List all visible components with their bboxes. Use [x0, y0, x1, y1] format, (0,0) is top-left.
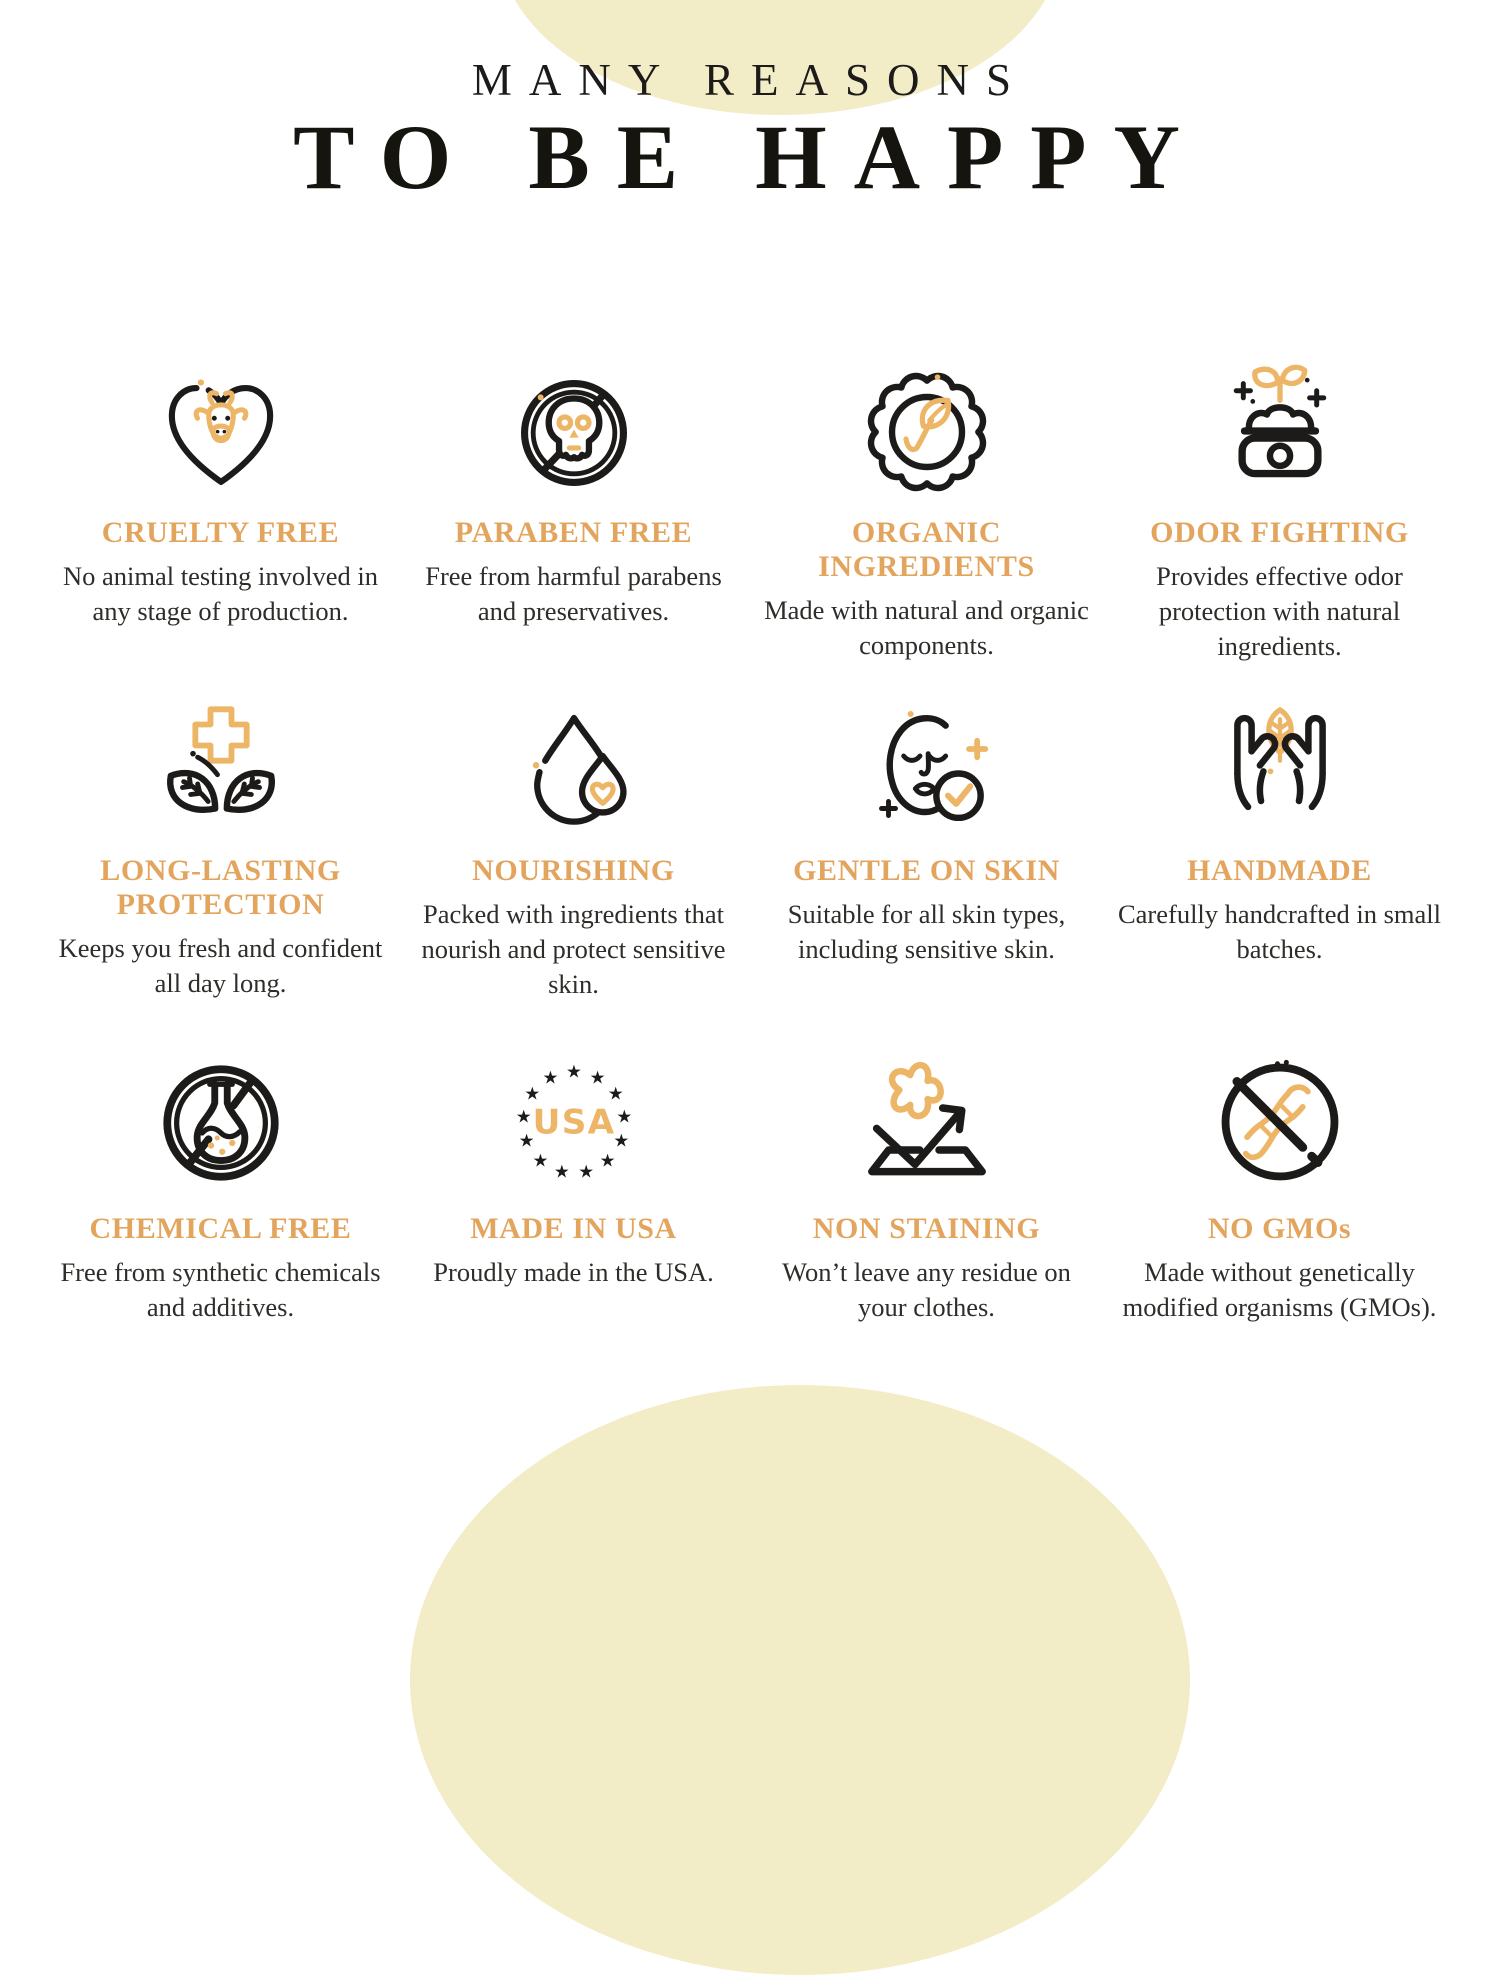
feature-description: Made with natural and organic components.: [764, 595, 1089, 661]
droplets-heart-icon: [405, 690, 742, 840]
feature-description: Packed with ingredients that nourish and protect sensitive skin.: [421, 899, 726, 1000]
svg-text:★: ★: [515, 1107, 532, 1128]
svg-text:★: ★: [565, 1062, 582, 1083]
usa-label: USA: [532, 1102, 615, 1143]
page-title: TO BE HAPPY: [293, 106, 1207, 208]
feature-title: CHEMICAL FREE: [89, 1212, 352, 1245]
feature-title: NO GMOs: [1207, 1212, 1352, 1245]
hands-leaf-icon: [1111, 690, 1448, 840]
feature-description: Suitable for all skin types, including sensitive skin.: [787, 899, 1066, 965]
svg-text:★: ★: [615, 1107, 632, 1128]
feature-description: Free from harmful parabens and preservatives.: [425, 561, 722, 627]
svg-text:★: ★: [612, 1131, 629, 1152]
feature-description: No animal testing involved in any stage of production.: [62, 561, 378, 627]
face-check-icon: [758, 690, 1095, 840]
feature-description: Won’t leave any residue on your clothes.: [782, 1257, 1071, 1323]
feature-description: Free from synthetic chemicals and additives.: [60, 1257, 381, 1323]
feature-card: [1107, 1048, 1452, 1325]
feature-title: ODOR FIGHTING: [1150, 516, 1409, 549]
stain-arrow-icon: [758, 1048, 1095, 1198]
feature-title: MADE IN USA: [470, 1212, 677, 1245]
feature-description: Keeps you fresh and confident all day long.: [58, 933, 383, 999]
feature-card: [401, 352, 746, 690]
feature-description: Provides effective odor protection with natural ingredients.: [1156, 561, 1403, 662]
feature-card: [1107, 690, 1452, 1048]
cross-leaves-icon: [52, 690, 389, 840]
svg-text:★: ★: [599, 1151, 616, 1172]
feature-title: GENTLE ON SKIN: [793, 854, 1060, 887]
no-gmo-icon: [1111, 1048, 1448, 1198]
usa-stars-icon: [405, 1048, 742, 1198]
feature-description: Proudly made in the USA.: [433, 1257, 714, 1288]
feature-card: [48, 690, 393, 1048]
feature-card: [754, 1048, 1099, 1325]
feature-title: ORGANIC INGREDIENTS: [818, 516, 1035, 584]
feature-card: [48, 352, 393, 690]
no-skull-icon: [405, 352, 742, 502]
feature-card: [1107, 352, 1452, 690]
feature-title: CRUELTY FREE: [101, 516, 340, 549]
cruelty-free-icon: [52, 352, 389, 502]
svg-text:★: ★: [541, 1068, 558, 1089]
feature-card: [48, 1048, 393, 1325]
feature-description: Made without genetically modified organisms (GMOs).: [1122, 1257, 1437, 1323]
feature-card: [401, 1048, 746, 1325]
feature-card: [401, 690, 746, 1048]
feature-card: [754, 690, 1099, 1048]
feature-card: [754, 352, 1099, 690]
no-flask-icon: [52, 1048, 389, 1198]
svg-text:★: ★: [553, 1162, 570, 1183]
organic-badge-icon: [758, 352, 1095, 502]
svg-text:★: ★: [523, 1084, 540, 1105]
feature-description: Carefully handcrafted in small batches.: [1117, 899, 1442, 965]
feature-title: LONG-LASTING PROTECTION: [100, 854, 341, 922]
feature-title: NON STAINING: [812, 1212, 1041, 1245]
feature-grid: [48, 352, 1452, 1325]
header-kicker: MANY REASONS: [471, 55, 1029, 105]
svg-text:★: ★: [518, 1131, 535, 1152]
feature-title: PARABEN FREE: [454, 516, 693, 549]
svg-text:★: ★: [607, 1084, 624, 1105]
svg-text:★: ★: [589, 1068, 606, 1089]
svg-text:★: ★: [577, 1162, 594, 1183]
decorative-cream-blob-bottom: [410, 1385, 1190, 1975]
cream-jar-sprout-icon: [1111, 352, 1448, 502]
feature-title: HANDMADE: [1187, 854, 1372, 887]
svg-text:★: ★: [531, 1151, 548, 1172]
feature-title: NOURISHING: [472, 854, 675, 887]
